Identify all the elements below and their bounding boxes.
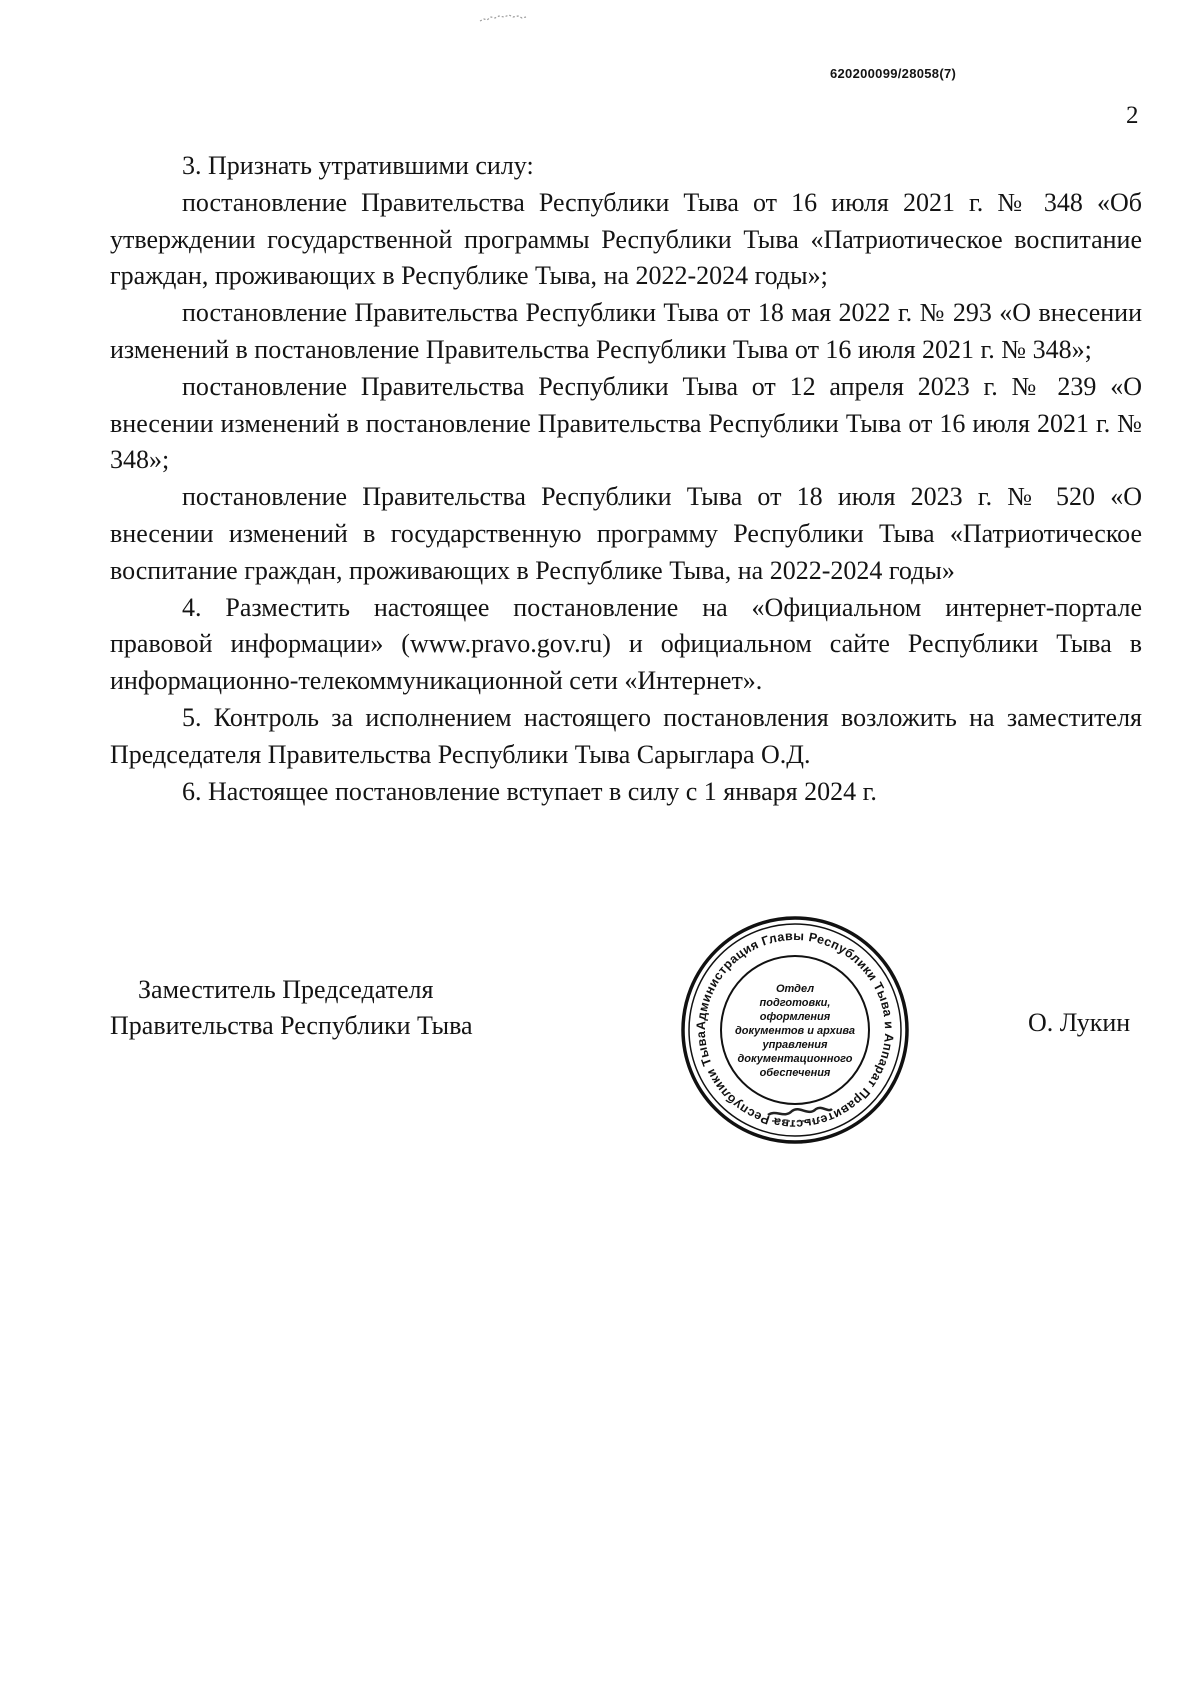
signer-position-line2: Правительства Республики Тыва bbox=[110, 1011, 473, 1040]
seal-center-line: Отдел bbox=[775, 983, 815, 995]
signer-position-line1: Заместитель Председателя bbox=[138, 975, 434, 1004]
seal-center-line: подготовки, bbox=[759, 997, 831, 1009]
paragraph-3-item-2: постановление Правительства Республики Тыва от 18 мая 2022 г. № 293 «О внесении изменений в постановление Правительства Республики Тыва от 16 июля 2021 г. № 348»; bbox=[110, 298, 1142, 364]
document-id: 620200099/28058(7) bbox=[830, 66, 957, 81]
signature-block bbox=[110, 972, 473, 1044]
document-body bbox=[110, 148, 1142, 810]
official-seal bbox=[680, 915, 910, 1145]
scan-artifact bbox=[478, 12, 538, 24]
seal-center-line: оформления bbox=[759, 1011, 831, 1023]
seal-center-line: документационного bbox=[737, 1053, 853, 1065]
paragraph-3-item-3: постановление Правительства Республики Тыва от 12 апреля 2023 г. № 239 «О внесении изменений в постановление Правительства Республики Тыва от 16 июля 2021 г. № 348»; bbox=[110, 371, 1142, 475]
page-number: 2 bbox=[1126, 102, 1139, 129]
seal-center-line: обеспечения bbox=[759, 1067, 831, 1079]
seal-ring-text: Администрация Главы Республики Тыва и Аппарат Правительства Республики Тыва bbox=[693, 928, 897, 1132]
paragraph-3-item-4: постановление Правительства Республики Тыва от 18 июля 2023 г. № 520 «О внесении изменений в государственную программу Республики Тыва «Патриотическое воспитание граждан, проживающих в Республике Тыва, на 2022-2024 годы» bbox=[110, 482, 1142, 585]
paragraph-3-item-1: постановление Правительства Республики Тыва от 16 июля 2021 г. № 348 «Об утверждении государственной программы Республики Тыва «Патриотическое воспитание граждан, проживающих в Республике Тыва, на 2022-2024 годы»; bbox=[110, 187, 1142, 291]
seal-center-line: управления bbox=[762, 1039, 828, 1051]
seal-center-line: документов и архива bbox=[734, 1025, 856, 1037]
paragraph-3: 3. Признать утратившими силу: bbox=[182, 151, 534, 180]
signer-name: О. Лукин bbox=[1028, 1008, 1131, 1037]
paragraph-4: 4. Разместить настоящее постановление на «Официальном интернет-портале правовой информации» (www.pravo.gov.ru) и официальном сайте Республики Тыва в информационно-телекоммуникационной сети «Интернет». bbox=[110, 592, 1142, 696]
paragraph-5: 5. Контроль за исполнением настоящего постановления возложить на заместителя Председателя Правительства Республики Тыва Сарыглара О.Д. bbox=[110, 702, 1142, 769]
paragraph-6: 6. Настоящее постановление вступает в силу с 1 января 2024 г. bbox=[182, 776, 877, 806]
